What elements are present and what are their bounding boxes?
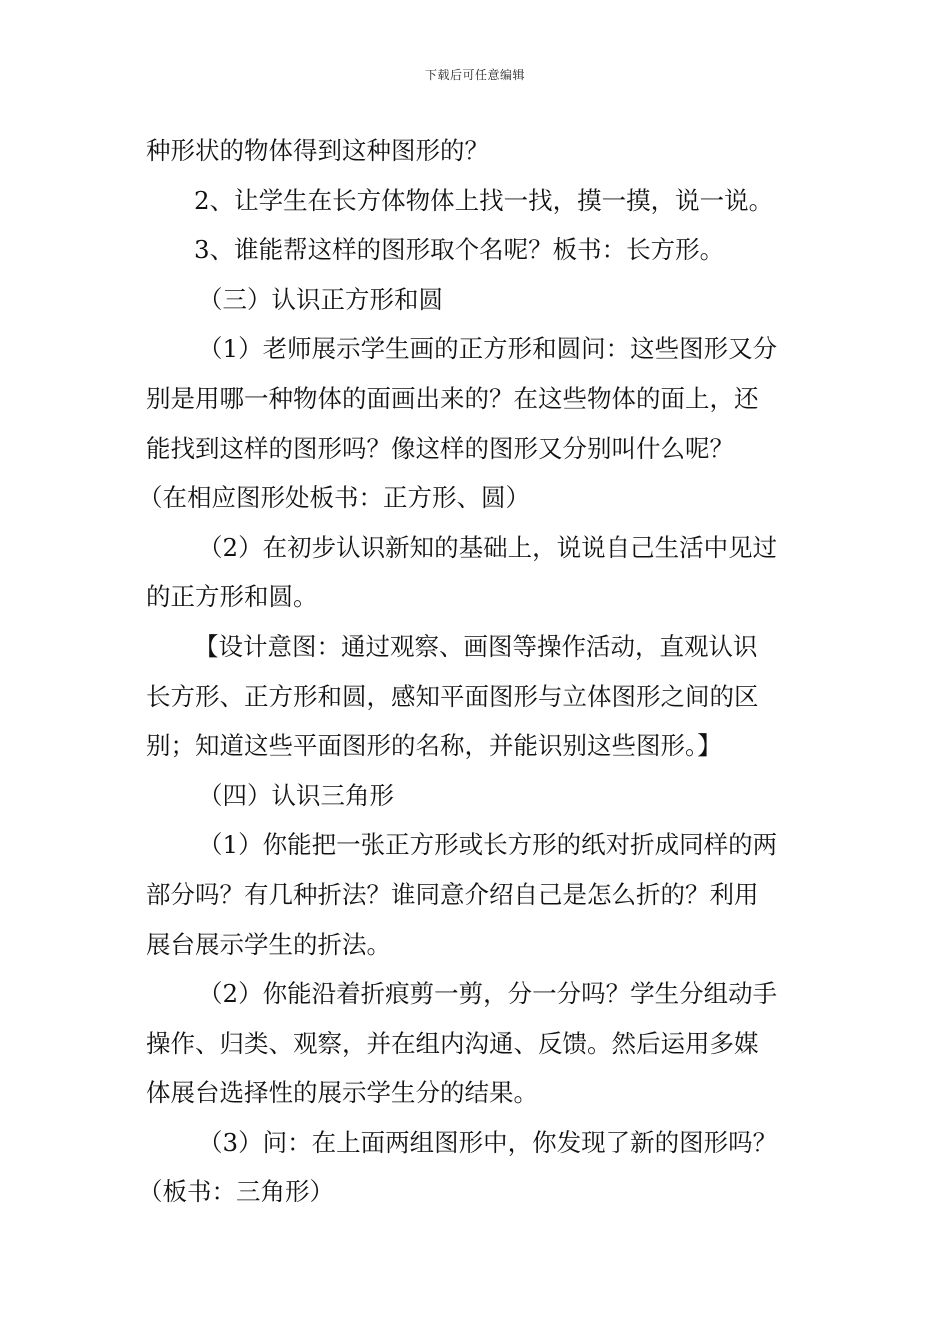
text-line: （1）老师展示学生画的正方形和圆问：这些图形又分 — [198, 334, 778, 364]
text-line: 别是用哪一种物体的面画出来的？在这些物体的面上，还 — [146, 383, 759, 413]
design-intent-line: 长方形、正方形和圆，感知平面图形与立体图形之间的区 — [146, 681, 759, 711]
text-line: 能找到这样的图形吗？像这样的图形又分别叫什么呢？ — [146, 433, 734, 463]
text-line: （板书：三角形） — [138, 1177, 334, 1207]
section-heading: （三）认识正方形和圆 — [198, 284, 443, 314]
text-line: 部分吗？有几种折法？谁同意介绍自己是怎么折的？利用 — [146, 879, 759, 909]
text-line: 展台展示学生的折法。 — [146, 929, 391, 959]
text-line: 操作、归类、观察，并在组内沟通、反馈。然后运用多媒 — [146, 1028, 759, 1058]
text-line: （在相应图形处板书：正方形、圆） — [138, 483, 530, 513]
design-intent-line: 【设计意图：通过观察、画图等操作活动，直观认识 — [194, 631, 758, 661]
text-line: 种形状的物体得到这种图形的？ — [146, 136, 489, 165]
page-header: 下载后可任意编辑 — [424, 68, 525, 82]
text-line: 2、让学生在长方体物体上找一找，摸一摸，说一说。 — [194, 185, 774, 215]
document-body — [138, 126, 808, 1217]
text-line: 3、谁能帮这样的图形取个名呢？板书：长方形。 — [194, 235, 725, 265]
text-line: 的正方形和圆。 — [146, 582, 318, 612]
text-line: （2）你能沿着折痕剪一剪，分一分吗？学生分组动手 — [198, 979, 778, 1009]
text-line: （2）在初步认识新知的基础上，说说自己生活中见过 — [198, 532, 778, 562]
text-line: 体展台选择性的展示学生分的结果。 — [146, 1078, 538, 1108]
section-heading: （四）认识三角形 — [198, 780, 394, 810]
text-line: （1）你能把一张正方形或长方形的纸对折成同样的两 — [198, 830, 778, 860]
design-intent-line: 别；知道这些平面图形的名称，并能识别这些图形。】 — [146, 731, 722, 761]
text-line: （3）问：在上面两组图形中，你发现了新的图形吗？ — [198, 1127, 778, 1157]
